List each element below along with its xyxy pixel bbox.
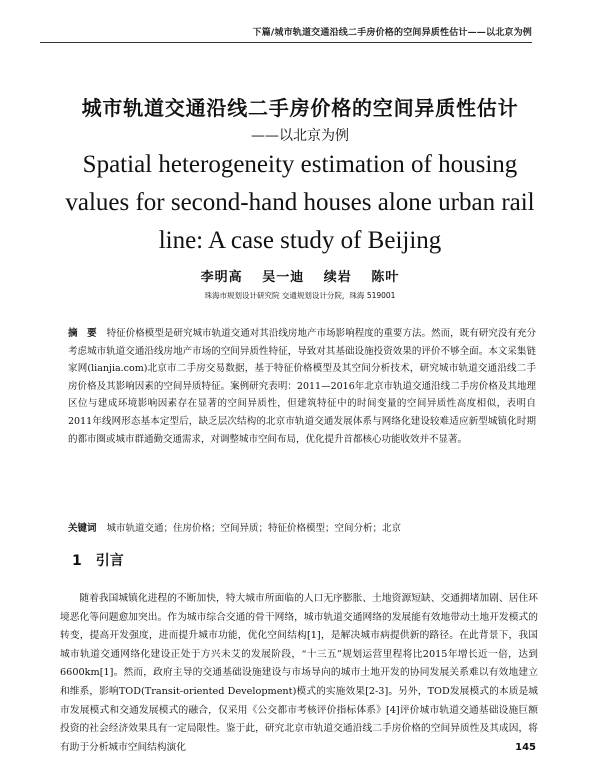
section-number: 1 — [72, 553, 82, 569]
subtitle-chinese: ——以北京为例 — [251, 128, 349, 144]
author-name: 李明高 — [200, 270, 243, 285]
keywords — [68, 520, 536, 537]
author-name: 续岩 — [323, 270, 352, 285]
body-paragraph: 随着我国城镇化进程的不断加快，特大城市所面临的人口无序膨胀、土地资源短缺、交通拥堵加剧、居住环境恶化等问题愈加突出。作为城市综合交通的骨干网络，城市轨道交通网络的发展能有效地带动土地开发模式的转变，提高开发强度，进而提升城市功能，优化空间结构[1]，是解决城市病提供新的路径。在此背景下，我国城市轨道交通网络化建设正处于方兴未艾的发展阶段，“十三五”规划运营里程将比2015年增长近一倍，达到6600km[1]。然而，政府主导的交通基础设施建设与市场导向的城市土地开发的协同发展关系难以有效地建立和维系，影响TOD(Transit-oriented Development)模式的实施效果[2-3]。另外，TOD发展模式的本质是城市发展模式和交通发展模式的融合，仅采用《公交都市考核评价指标体系》[4]评价城市轨道交通基础设施巨额投资的社会经济效果具有一定局限性。鉴于此，研究北京市轨道交通沿线二手房价格的空间异质性及其成因，将有助于分析城市空间结构演化 — [60, 593, 538, 753]
keywords-text: 城市轨道交通；住房价格；空间异质；特征价格模型；空间分析；北京 — [106, 523, 402, 534]
title-chinese: 城市轨道交通沿线二手房价格的空间异质性估计 — [81, 96, 519, 120]
header-rule — [40, 42, 532, 43]
section-title: 引言 — [95, 553, 124, 569]
running-header: 下篇/城市轨道交通沿线二手房价格的空间异质性估计——以北京为例 — [252, 28, 532, 38]
keywords-label: 关键词 — [68, 523, 97, 534]
author-name: 陈叶 — [371, 270, 400, 285]
author-list — [0, 266, 600, 285]
affiliation: 珠海市规划设计研究院 交通规划设计分院，珠海 519001 — [204, 291, 396, 300]
title-english: Spatial heterogeneity estimation of housing values for second-hand houses alone urban rail line: A case study of Beijing — [65, 151, 535, 254]
abstract — [68, 325, 536, 448]
author-name: 吴一迪 — [262, 270, 305, 285]
abstract-text: 特征价格模型是研究城市轨道交通对其沿线房地产市场影响程度的重要方法。然而，既有研究没有充分考虑城市轨道交通沿线房地产市场的空间异质性特征，导致对其基础设施投资效果的评价不够全面。本文采集链家网(lianjia.com)北京市二手房交易数据，基于特征价格模型及其空间分析技术，研究城市轨道交通沿线二手房价格及其影响因素的空间异质特征。案例研究表明：2011—2016年北京市轨道交通沿线二手房价格及其地理区位与建成环境影响因素存在显著的空间异质性，但建筑特征中的时间变量的空间异质性高度相似，表明自2011年线网形态基本定型后，缺乏层次结构的北京市轨道交通发展体系与网络化建设较难适应新型城镇化时期的都市圈或城市群通勤交通需求，对调整城市空间布局，优化提升首都核心功能收效并不显著。 — [68, 328, 536, 445]
page-number: 145 — [515, 742, 536, 753]
abstract-label: 摘 要 — [68, 328, 97, 339]
section-heading — [72, 550, 124, 570]
